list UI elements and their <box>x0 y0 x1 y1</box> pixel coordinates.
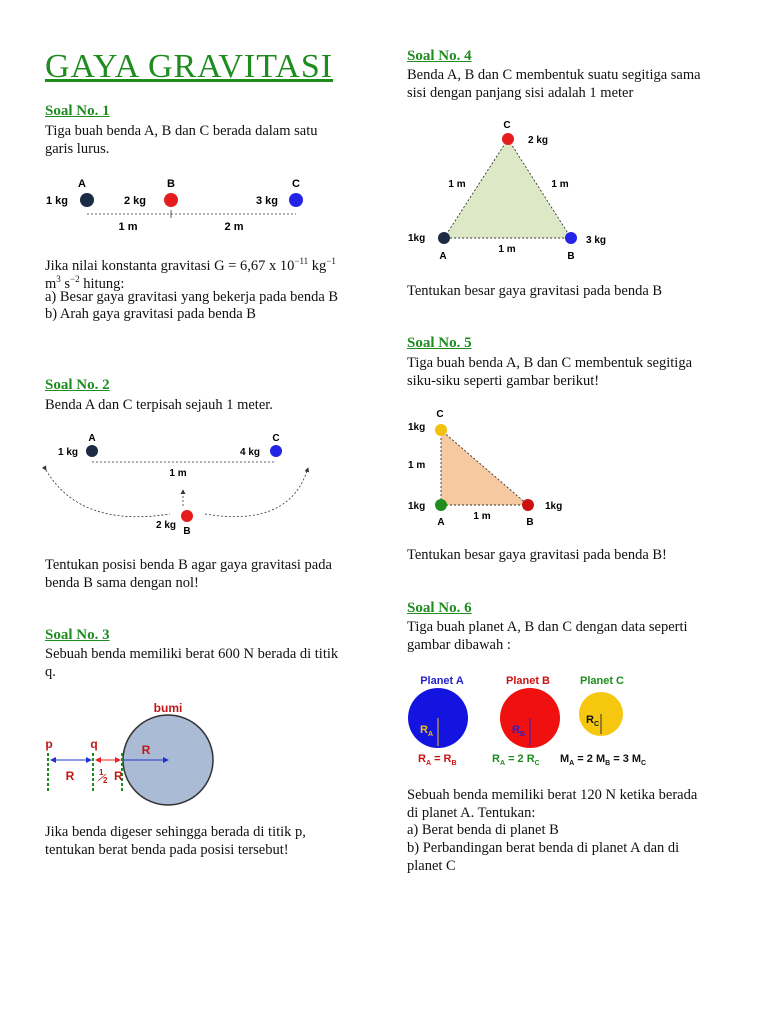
fig2-mass-b: 2 kg <box>156 520 177 531</box>
fig2-distance: 1 m <box>169 468 187 479</box>
soal-2-figure <box>40 428 330 540</box>
fig4-ball-a <box>438 232 450 244</box>
fig4-ball-c <box>502 133 514 145</box>
fig3-radius-label: R <box>141 743 151 757</box>
soal-3-intro-line1: Sebuah benda memiliki berat 600 N berada di titik <box>45 646 339 662</box>
fig4-mass-b: 3 kg <box>586 235 607 246</box>
fig3-bumi-label: bumi <box>153 701 183 715</box>
soal-6-item-b-line1: b) Perbandingan berat benda di planet A dan di <box>407 840 680 856</box>
fig2-label-a: A <box>88 433 96 444</box>
fig4-label-b: B <box>567 251 575 262</box>
page-title: GAYA GRAVITASI <box>45 48 334 85</box>
fig6-planet-b-label: Planet B <box>505 675 551 687</box>
soal-1-item-a: a) Besar gaya gravitasi yang bekerja pada benda B <box>45 289 339 305</box>
fig1-ball-a <box>80 193 94 207</box>
fig1-ball-c <box>289 193 303 207</box>
fig6-radius-c: $R_C$ <box>586 714 600 728</box>
soal-2-heading: Soal No. 2 <box>45 377 110 393</box>
fig6-planet-a-label: Planet A <box>420 675 464 687</box>
soal-1-intro-line2: garis lurus. <box>45 141 110 157</box>
fig2-label-b: B <box>183 526 191 537</box>
soal-2-intro: Benda A dan C terpisah sejauh 1 meter. <box>45 397 273 413</box>
fig2-ball-a <box>86 445 98 457</box>
soal-2-question-line1: Tentukan posisi benda B agar gaya gravitasi pada <box>45 557 332 573</box>
soal-4-intro-line1: Benda A, B dan C membentuk suatu segitiga sama <box>407 67 701 83</box>
fig5-label-b: B <box>526 517 534 528</box>
fig5-label-a: A <box>437 517 445 528</box>
soal-1-item-b: b) Arah gaya gravitasi pada benda B <box>45 306 256 322</box>
fig5-side-horizontal: 1 m <box>473 511 491 522</box>
fig4-side-right: 1 m <box>551 179 569 190</box>
soal-4-intro-line2: sisi dengan panjang sisi adalah 1 meter <box>407 85 634 101</box>
fig5-triangle <box>441 430 528 505</box>
fig6-planet-c-label: Planet C <box>579 675 625 687</box>
fig5-mass-a: 1kg <box>408 501 426 512</box>
soal-3-intro-line2: q. <box>45 664 56 680</box>
fig4-mass-a: 1kg <box>408 233 426 244</box>
fig5-ball-a <box>435 499 447 511</box>
fig3-label-r: R <box>65 769 75 783</box>
soal-4-heading: Soal No. 4 <box>407 48 472 64</box>
soal-6-item-a: a) Berat benda di planet B <box>407 822 559 838</box>
fig2-ball-b <box>181 510 193 522</box>
fig2-ball-c <box>270 445 282 457</box>
fig3-point-p: p <box>45 737 53 751</box>
soal-1-intro-line1: Tiga buah benda A, B dan C berada dalam satu <box>45 123 318 139</box>
soal-5-intro-line1: Tiga buah benda A, B dan C membentuk segitiga <box>407 355 693 371</box>
soal-5-question: Tentukan besar gaya gravitasi pada benda B! <box>407 547 667 563</box>
fig4-mass-c: 2 kg <box>528 135 549 146</box>
fig1-mass-a: 1 kg <box>46 195 69 207</box>
soal-4-figure <box>400 115 620 265</box>
fig6-radius-b: $R_B$ <box>512 724 526 738</box>
fig5-ball-c <box>435 424 447 436</box>
fig3-point-q: q <box>90 737 98 751</box>
soal-1-heading: Soal No. 1 <box>45 103 110 119</box>
fig1-label-b: B <box>167 178 175 190</box>
fig3-half-r: R <box>114 769 123 783</box>
soal-2-question-line2: benda B sama dengan nol! <box>45 575 199 591</box>
fig4-side-left: 1 m <box>448 179 466 190</box>
fig5-side-vertical: 1 m <box>408 460 426 471</box>
soal-1-figure <box>40 172 320 238</box>
fig5-mass-b: 1kg <box>545 501 563 512</box>
fig1-distance-ab: 1 m <box>118 221 138 233</box>
soal-5-heading: Soal No. 5 <box>407 335 472 351</box>
soal-1-question-line2: $m^3$ $s^{-2}$ hitung: <box>45 274 125 292</box>
soal-6-question-line1: Sebuah benda memiliki berat 120 N ketika berada <box>407 787 698 803</box>
soal-5-intro-line2: siku-siku seperti gambar berikut! <box>407 373 600 389</box>
soal-6-intro-line2: gambar dibawah : <box>407 637 511 653</box>
fig4-side-bottom: 1 m <box>498 244 516 255</box>
soal-4-question: Tentukan besar gaya gravitasi pada benda B <box>407 283 663 299</box>
fig2-mass-a: 1 kg <box>58 447 79 458</box>
fig1-mass-c: 3 kg <box>256 195 279 207</box>
fig4-label-c: C <box>503 120 511 131</box>
soal-3-question-line1: Jika benda digeser sehingga berada di titik p, <box>45 824 306 840</box>
fig2-mass-c: 4 kg <box>240 447 261 458</box>
fig1-mass-b: 2 kg <box>124 195 147 207</box>
soal-6-heading: Soal No. 6 <box>407 600 472 616</box>
fig1-ball-b <box>164 193 178 207</box>
soal-6-item-b-line2: planet C <box>407 858 456 874</box>
fig5-mass-c: 1kg <box>408 422 426 433</box>
soal-3-figure <box>40 698 230 808</box>
soal-6-intro-line1: Tiga buah planet A, B dan C dengan data seperti <box>407 619 688 635</box>
fig1-distance-bc: 2 m <box>224 221 244 233</box>
fig1-label-c: C <box>292 178 300 190</box>
fig6-equation-ra-rb: $R_A = R_B$ <box>418 753 457 767</box>
fig4-label-a: A <box>439 251 447 262</box>
soal-3-question-line2: tentukan berat benda pada posisi tersebut! <box>45 842 289 858</box>
fig2-left-arc <box>46 470 170 517</box>
soal-5-figure <box>400 405 580 530</box>
fig6-equation-mass: $M_A = 2$ $M_B = 3$ $M_C$ <box>560 753 647 767</box>
fig5-label-c: C <box>436 409 444 420</box>
fig2-label-c: C <box>272 433 280 444</box>
soal-6-question-line2: di planet A. Tentukan: <box>407 805 536 821</box>
fig6-radius-a: $R_A$ <box>420 724 434 738</box>
fig5-ball-b <box>522 499 534 511</box>
fig2-right-arc <box>205 468 308 517</box>
soal-6-figure <box>400 668 670 768</box>
fig4-ball-b <box>565 232 577 244</box>
soal-3-heading: Soal No. 3 <box>45 627 110 643</box>
fig3-half-den: 2 <box>103 776 108 785</box>
fig3-half-num: 1 <box>99 768 104 777</box>
fig6-equation-ra-rc: $R_A = 2$ $R_C$ <box>492 753 540 767</box>
fig1-label-a: A <box>78 178 86 190</box>
soal-1-question-line1: Jika nilai konstanta gravitasi G = 6,67 x $10^{-11}$ $kg^{-1}$ <box>45 256 336 274</box>
